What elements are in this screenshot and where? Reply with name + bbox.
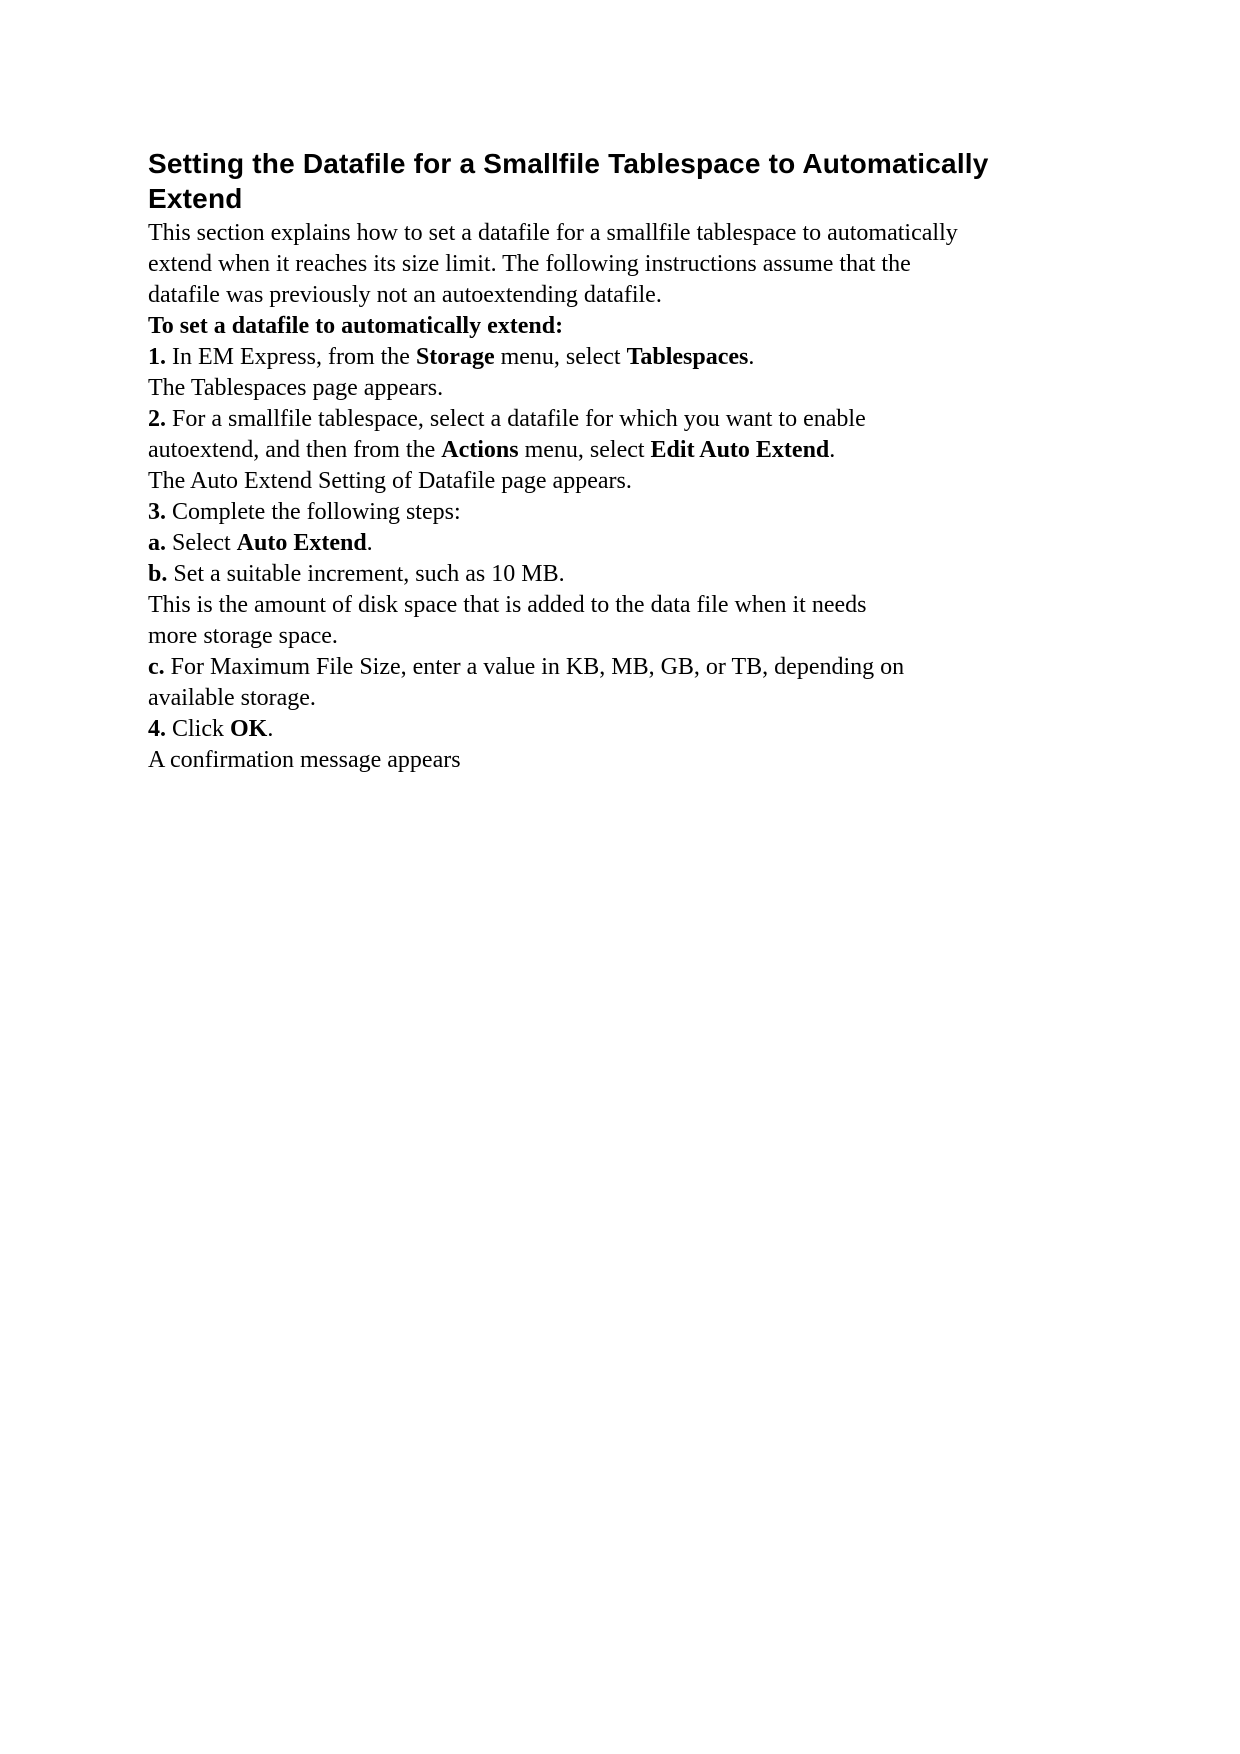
- step-1-result: The Tablespaces page appears.: [148, 375, 444, 401]
- step-4-result: A confirmation message appears: [148, 747, 461, 773]
- intro-line-2: extend when it reaches its size limit. The following instructions assume that the: [148, 251, 911, 277]
- step-3c-line-2: available storage.: [148, 685, 316, 711]
- actions-menu-label: Actions: [441, 437, 519, 463]
- storage-menu-label: Storage: [415, 344, 495, 370]
- step-3a: a. Select Auto Extend.: [148, 530, 373, 556]
- step-3c-line-1: c. For Maximum File Size, enter a value in KB, MB, GB, or TB, depending on: [148, 654, 905, 680]
- intro-paragraph: [148, 218, 1088, 311]
- step-2-line-1: 2. For a smallfile tablespace, select a datafile for which you want to enable: [148, 406, 866, 432]
- step-3b-note-line-2: more storage space.: [148, 623, 338, 649]
- step-3a-letter: a.: [148, 530, 166, 556]
- auto-extend-label: Auto Extend: [236, 530, 367, 556]
- section-title-line-2: Extend: [148, 183, 243, 214]
- edit-auto-extend-label: Edit Auto Extend: [650, 437, 830, 463]
- step-2-result: The Auto Extend Setting of Datafile page appears.: [148, 468, 632, 494]
- step-3b: b. Set a suitable increment, such as 10 MB.: [148, 561, 565, 587]
- procedure-heading: To set a datafile to automatically extend:: [148, 313, 564, 339]
- step-4: 4. Click OK.: [148, 716, 274, 742]
- step-3c-letter: c.: [148, 654, 165, 680]
- step-3b-letter: b.: [148, 561, 168, 587]
- section-title: [148, 146, 1088, 216]
- step-4-number: 4.: [148, 716, 166, 742]
- section-title-line-1: Setting the Datafile for a Smallfile Tablespace to Automatically: [148, 148, 989, 179]
- step-2-line-2: autoextend, and then from the Actions menu, select Edit Auto Extend.: [148, 437, 836, 463]
- step-3: 3. Complete the following steps:: [148, 499, 461, 525]
- step-3-number: 3.: [148, 499, 166, 525]
- section-body: [148, 218, 1088, 776]
- intro-line-3: datafile was previously not an autoextending datafile.: [148, 282, 662, 308]
- ok-button-label: OK: [230, 716, 268, 742]
- step-1-number: 1.: [148, 344, 166, 370]
- document-page: [148, 146, 1088, 776]
- step-2-number: 2.: [148, 406, 166, 432]
- step-1: 1. In EM Express, from the Storage menu, select Tablespaces.: [148, 344, 755, 370]
- tablespaces-option-label: Tablespaces: [626, 344, 749, 370]
- intro-line-1: This section explains how to set a datafile for a smallfile tablespace to automatically: [148, 220, 958, 246]
- step-3b-note-line-1: This is the amount of disk space that is added to the data file when it needs: [148, 592, 867, 618]
